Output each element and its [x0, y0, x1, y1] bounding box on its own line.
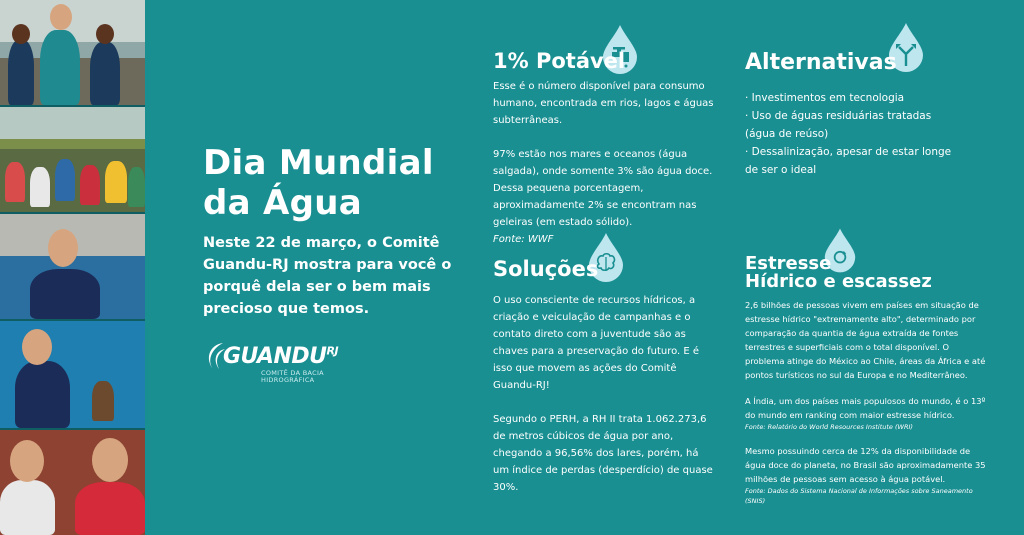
photo-volunteers	[0, 0, 145, 105]
photo-puppet-show	[0, 321, 145, 428]
main-panel	[145, 0, 1024, 535]
estresse-body	[745, 298, 990, 506]
title-line1: Dia Mundial	[203, 143, 434, 183]
logo-subtitle	[261, 370, 341, 384]
alternativas-item: · Investimentos em tecnologia	[745, 92, 905, 104]
estresse-p1: 2,6 bilhões de pessoas vivem em países em situação de estresse hídrico "extremamente alto", determinado por comparação da quantia de água extraída de fontes terrestres e superficiais com o total disponível. O problema atinge do México ao Chile, áreas da África e até pontos turísticos no sul da Europa e no Mediterrâneo.	[745, 300, 986, 380]
estresse-title	[745, 255, 932, 291]
estresse-p2: A Índia, um dos países mais populosos do mundo, é o 13º do mundo em ranking com maior estresse hídrico.	[745, 396, 986, 420]
solucoes-p1: O uso consciente de recursos hídricos, a criação e veiculação de campanhas e o contato direto com a juventude são as chaves para a preservação do futuro. E é isso que movem as ações do Comitê Guandu-RJ!	[493, 295, 700, 391]
solucoes-body	[493, 292, 713, 496]
guandu-logo	[203, 337, 353, 392]
photo-presenter	[0, 214, 145, 319]
alternativas-title: Alternativas	[745, 50, 897, 75]
page-title	[203, 143, 463, 223]
estresse-title-line1: Estresse	[745, 253, 832, 274]
lead-text: Neste 22 de março, o Comitê Guandu-RJ mostra para você o porquê dela ser o bem mais precioso que temos.	[203, 235, 452, 317]
potavel-source: Fonte: WWF	[493, 234, 554, 245]
solucoes-p2: Segundo o PERH, a RH II trata 1.062.273,6 de metros cúbicos de água por ano, chegando a 96,56% dos lares, porém, há um índice de perdas (desperdício) de quase 30%.	[493, 414, 713, 493]
alternativas-item: · Dessalinização, apesar de estar longe de ser o ideal	[745, 146, 952, 176]
logo-word-text: GUANDU	[223, 344, 327, 369]
solucoes-title: Soluções	[493, 257, 599, 281]
logo-word	[223, 344, 338, 369]
alternativas-list	[745, 89, 955, 179]
estresse-p3-source: Fonte: Dados do Sistema Nacional de Informações sobre Saneamento (SNIS)	[745, 487, 973, 505]
estresse-p2-source: Fonte: Relatório do World Resources Institute (WRI)	[745, 423, 913, 431]
photo-strip	[0, 0, 145, 535]
alternativas-item: · Uso de águas residuárias tratadas (água de reúso)	[745, 110, 932, 140]
photo-children-group	[0, 107, 145, 212]
potavel-title: 1% Potável	[493, 49, 626, 73]
estresse-title-line2: Hídrico e escassez	[745, 271, 932, 292]
potavel-p2: 97% estão nos mares e oceanos (água salgada), onde somente 3% são água doce. Dessa pequena porcentagem, aproximadamente 2% se encontram nas geleiras (em estado sólido).	[493, 149, 713, 228]
potavel-body	[493, 78, 717, 248]
title-line2: da Água	[203, 183, 363, 223]
photo-girls	[0, 430, 145, 535]
estresse-p3: Mesmo possuindo cerca de 12% da disponibilidade de água doce do planeta, no Brasil são aproximadamente 35 milhões de pessoas sem acesso à água potável.	[745, 446, 986, 484]
potavel-p1: Esse é o número disponível para consumo humano, encontrada em rios, lagos e águas subterrâneas.	[493, 81, 714, 126]
logo-sub1: COMITÊ DA BACIA	[261, 369, 324, 377]
logo-suffix: RJ	[326, 344, 339, 358]
logo-sub2: HIDROGRÁFICA	[261, 376, 315, 384]
